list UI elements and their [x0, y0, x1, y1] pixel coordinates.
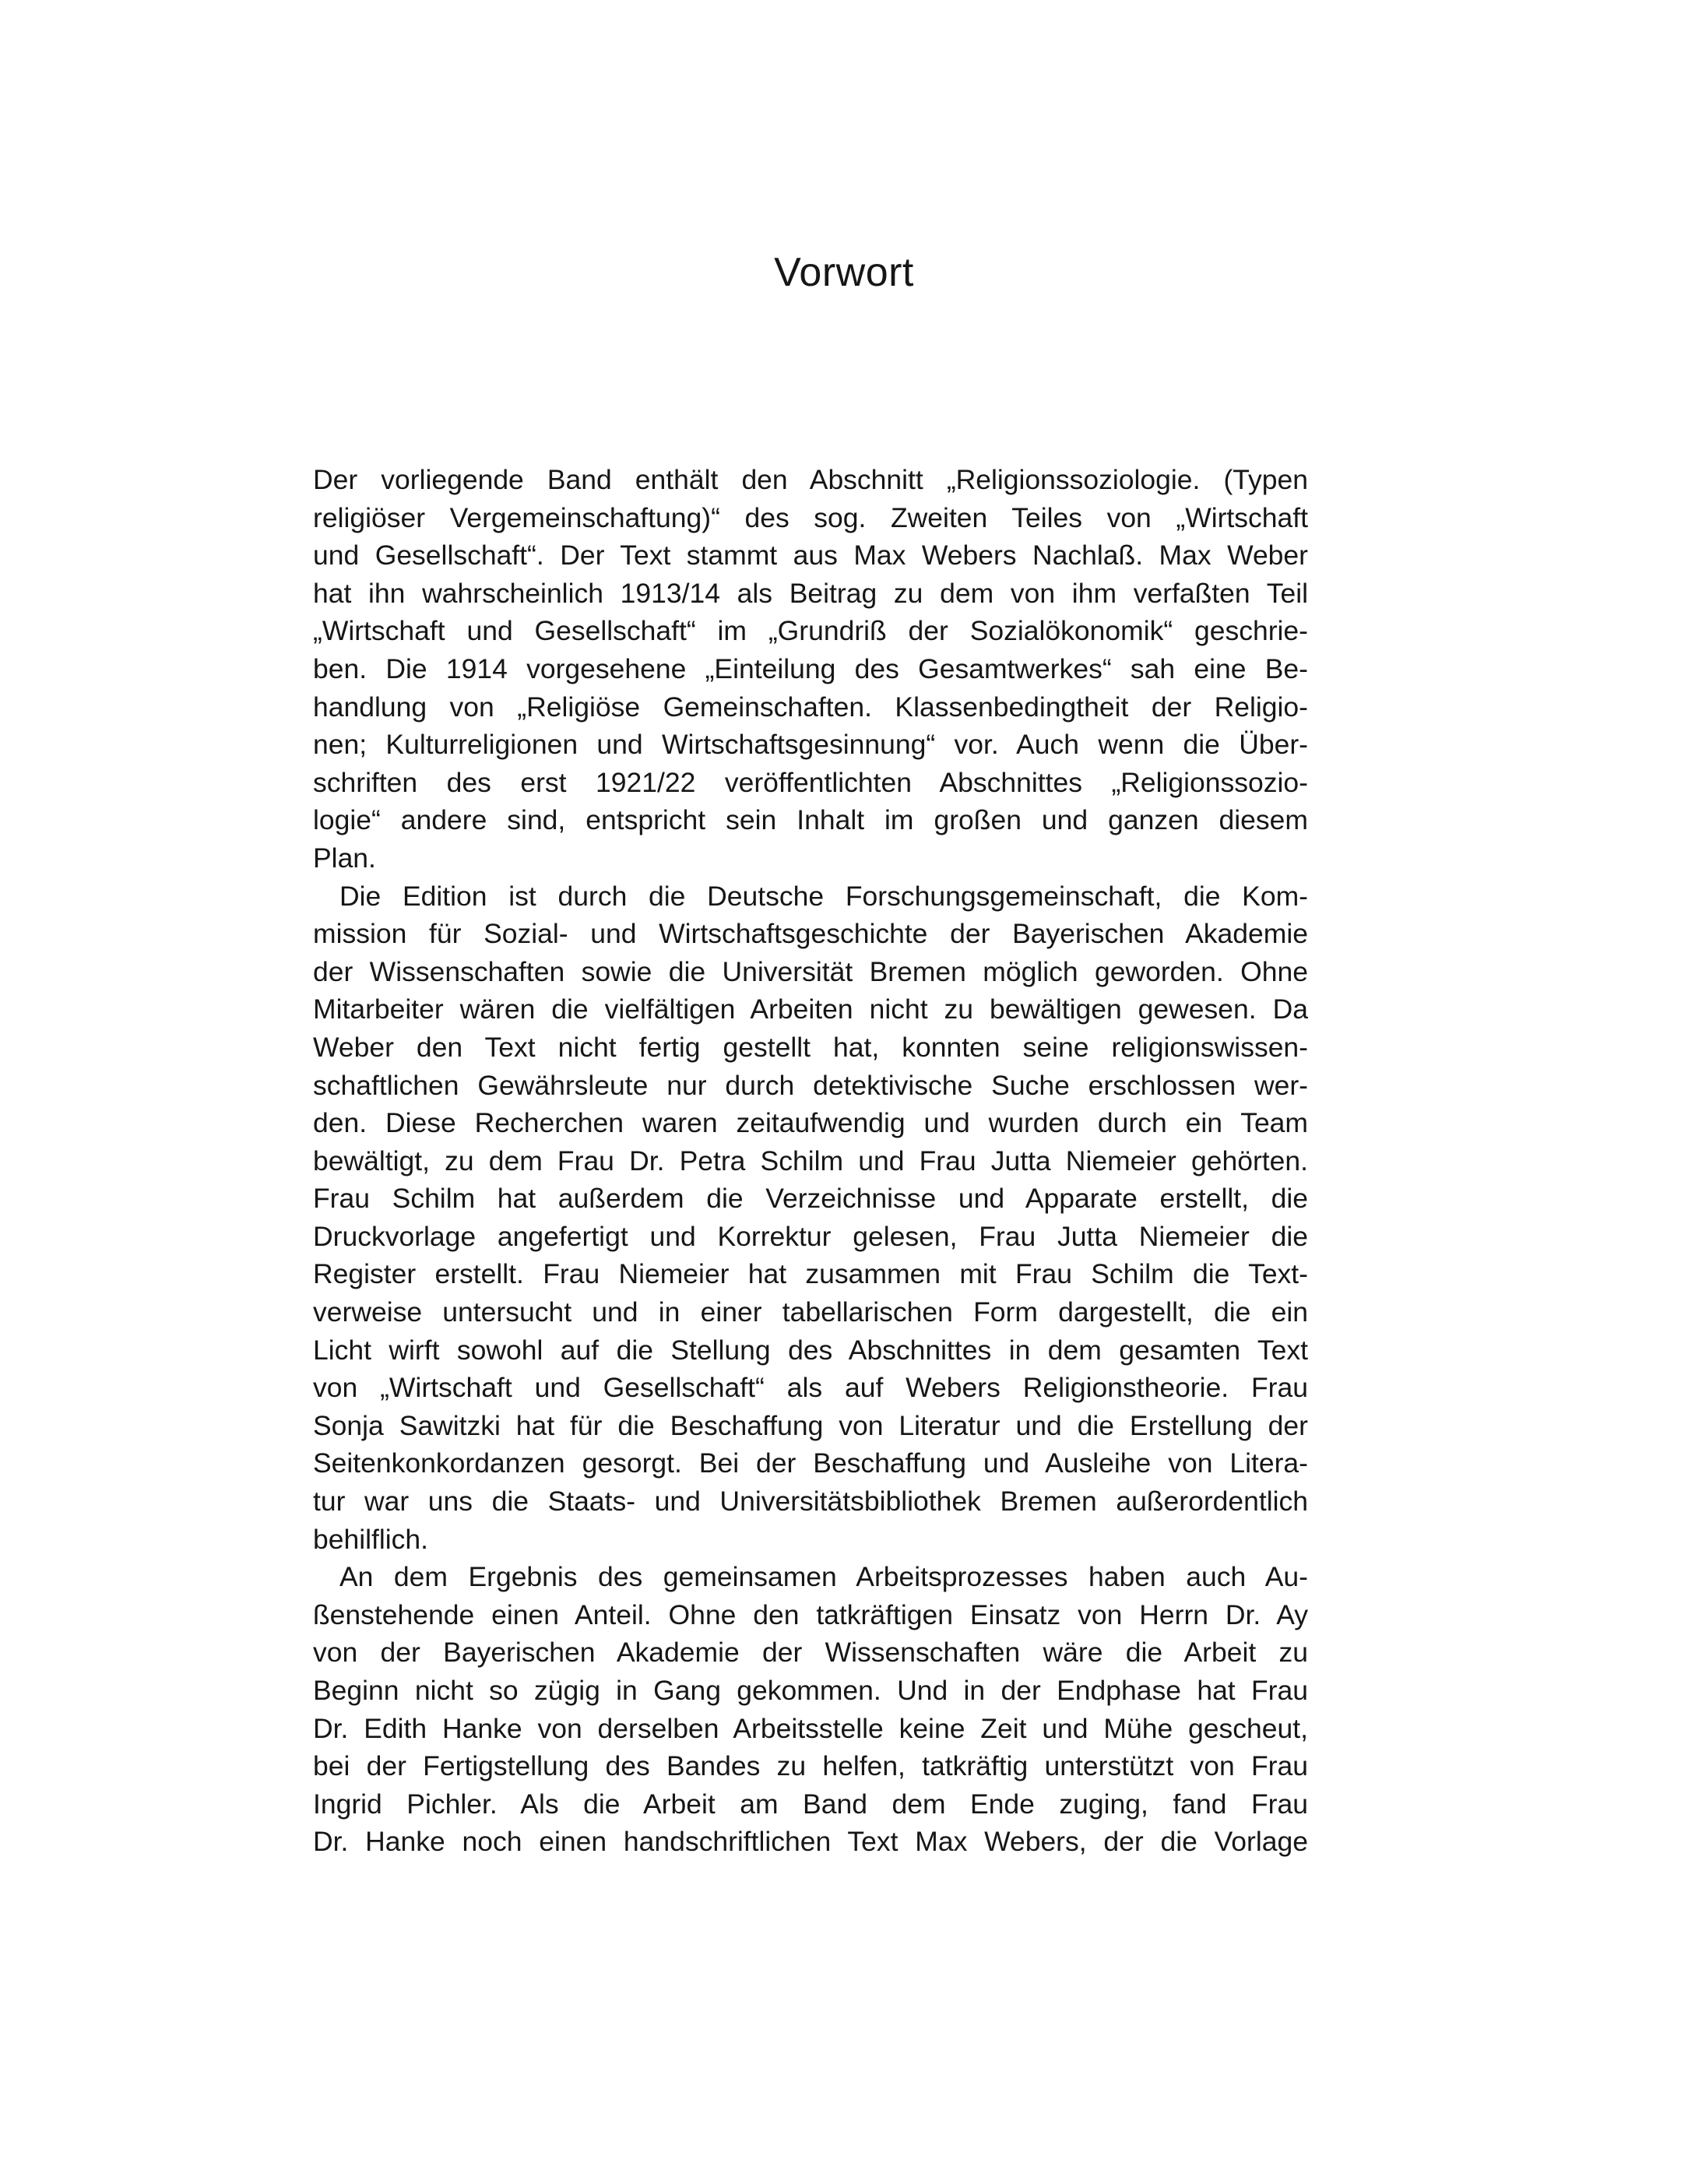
- text-line: Seitenkonkordanzen gesorgt. Bei der Beschaffung und Ausleihe von Litera-: [313, 1447, 1308, 1479]
- text-line: Sonja Sawitzki hat für die Beschaffung von Literatur und die Erstellung der: [313, 1409, 1308, 1441]
- text-line: behilflich.: [313, 1523, 428, 1555]
- text-line: bei der Fertigstellung des Bandes zu helfen, tatkräftig unterstützt von Frau: [313, 1750, 1308, 1782]
- text-line: und Gesellschaft“. Der Text stammt aus Max Webers Nachlaß. Max Weber: [313, 540, 1308, 571]
- text-line: Druckvorlage angefertigt und Korrektur gelesen, Frau Jutta Niemeier die: [313, 1220, 1308, 1252]
- paragraph: [313, 461, 1308, 877]
- text-line: Dr. Edith Hanke von derselben Arbeitsstelle keine Zeit und Mühe gescheut,: [313, 1712, 1308, 1744]
- text-line: Licht wirft sowohl auf die Stellung des Abschnittes in dem gesamten Text: [313, 1334, 1308, 1366]
- text-line: Weber den Text nicht fertig gestellt hat, konnten seine religionswissen-: [313, 1031, 1308, 1063]
- text-line: von der Bayerischen Akademie der Wissenschaften wäre die Arbeit zu: [313, 1637, 1308, 1669]
- text-line: ßenstehende einen Anteil. Ohne den tatkräftigen Einsatz von Herrn Dr. Ay: [313, 1598, 1308, 1630]
- text-line: „Wirtschaft und Gesellschaft“ im „Grundriß der Sozialökonomik“ geschrie-: [313, 615, 1308, 647]
- text-line: der Wissenschaften sowie die Universität Bremen möglich geworden. Ohne: [313, 955, 1308, 987]
- text-line: Beginn nicht so zügig in Gang gekommen. Und in der Endphase hat Frau: [313, 1675, 1308, 1706]
- page-title: Vorwort: [774, 250, 914, 295]
- text-line: schriften des erst 1921/22 veröffentlichten Abschnittes „Religionssozio-: [313, 766, 1308, 798]
- paragraph: [313, 877, 1308, 1559]
- text-line: Dr. Hanke noch einen handschriftlichen Text Max Webers, der die Vorlage: [313, 1826, 1308, 1858]
- text-line: verweise untersucht und in einer tabellarischen Form dargestellt, die ein: [313, 1296, 1308, 1328]
- paragraph: [313, 1558, 1308, 1861]
- text-line: An dem Ergebnis des gemeinsamen Arbeitsprozesses haben auch Au-: [339, 1561, 1308, 1593]
- text-line: schaftlichen Gewährsleute nur durch detektivische Suche erschlossen wer-: [313, 1069, 1308, 1101]
- text-line: tur war uns die Staats- und Universitätsbibliothek Bremen außerordentlich: [313, 1486, 1308, 1518]
- text-line: Die Edition ist durch die Deutsche Forschungsgemeinschaft, die Kom-: [339, 880, 1308, 912]
- text-line: Der vorliegende Band enthält den Abschnitt „Religionssoziologie. (Typen: [313, 464, 1308, 495]
- text-line: bewältigt, zu dem Frau Dr. Petra Schilm und Frau Jutta Niemeier gehörten.: [313, 1145, 1308, 1176]
- text-line: mission für Sozial- und Wirtschaftsgeschichte der Bayerischen Akademie: [313, 918, 1308, 950]
- text-line: von „Wirtschaft und Gesellschaft“ als auf Webers Religionstheorie. Frau: [313, 1372, 1308, 1404]
- text-line: religiöser Vergemeinschaftung)“ des sog. Zweiten Teiles von „Wirtschaft: [313, 501, 1308, 533]
- text-line: Register erstellt. Frau Niemeier hat zusammen mit Frau Schilm die Text-: [313, 1258, 1308, 1290]
- text-line: handlung von „Religiöse Gemeinschaften. Klassenbedingtheit der Religio-: [313, 691, 1308, 723]
- text-line: Ingrid Pichler. Als die Arbeit am Band dem Ende zuging, fand Frau: [313, 1788, 1308, 1820]
- text-line: nen; Kulturreligionen und Wirtschaftsgesinnung“ vor. Auch wenn die Über-: [313, 729, 1308, 761]
- text-line: hat ihn wahrscheinlich 1913/14 als Beitrag zu dem von ihm verfaßten Teil: [313, 577, 1308, 609]
- text-line: ben. Die 1914 vorgesehene „Einteilung des Gesamtwerkes“ sah eine Be-: [313, 652, 1308, 684]
- body-text: [313, 461, 1308, 1861]
- text-line: Plan.: [313, 842, 376, 874]
- text-line: den. Diese Recherchen waren zeitaufwendig und wurden durch ein Team: [313, 1107, 1308, 1139]
- text-line: Mitarbeiter wären die vielfältigen Arbeiten nicht zu bewältigen gewesen. Da: [313, 994, 1308, 1025]
- text-line: logie“ andere sind, entspricht sein Inhalt im großen und ganzen diesem: [313, 804, 1308, 836]
- text-line: Frau Schilm hat außerdem die Verzeichnisse und Apparate erstellt, die: [313, 1183, 1308, 1215]
